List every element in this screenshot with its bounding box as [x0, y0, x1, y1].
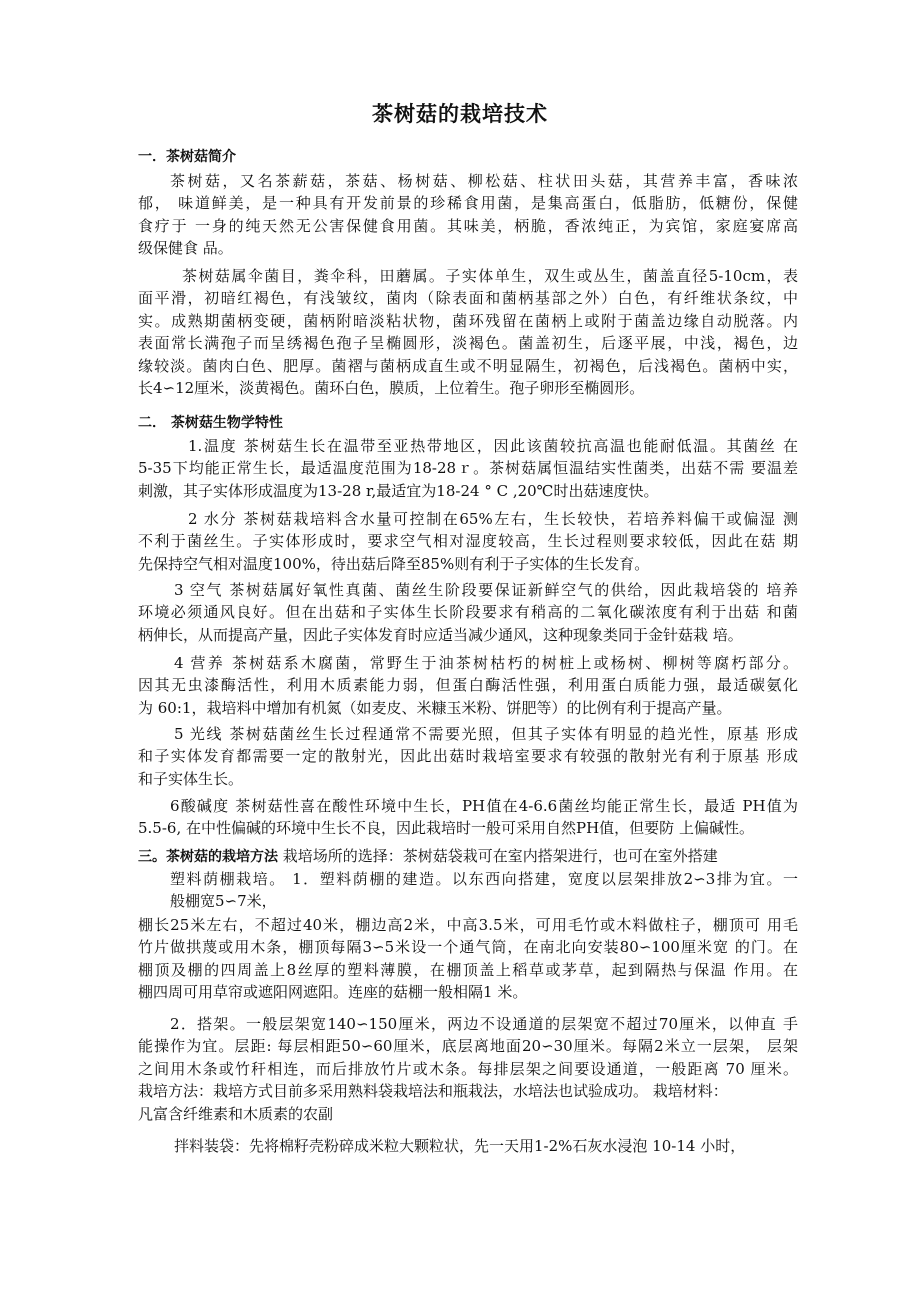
paragraph	[138, 170, 798, 260]
text-line: 凡富含纤维素和木质素的农副	[138, 1104, 334, 1123]
text-line: 面平滑，初暗红褐色，有浅皱纹，菌肉（除表面和菌柄基部之外）白色，有纤维状条纹，中	[138, 289, 798, 308]
document-title: 茶树菇的栽培技术	[372, 102, 548, 126]
text-line: 和子实体发育都需要一定的散射光，因此出菇时栽培室要求有较强的散射光有利于原基 形成	[138, 747, 798, 766]
text-line: 栽培场所的选择：茶树菇袋栽可在室内搭架进行，也可在室外搭建	[278, 847, 718, 865]
text-line: 1.温度 茶树菇生长在温带至亚热带地区，因此该菌较抗高温也能耐低温。其菌丝 在	[188, 437, 798, 455]
section-3	[138, 845, 798, 868]
paragraph	[138, 1135, 798, 1157]
text-line: 因其无虫漆酶活性，利用木质素能力弱，但蛋白酶活性强，利用蛋白质能力强，最适碳氨化	[138, 676, 798, 695]
paragraph	[138, 795, 798, 840]
text-line: 茶树菇，又名茶薪菇，茶菇、杨树菇、柳松菇、柱状田头菇，其营养丰富，香味浓	[170, 172, 798, 190]
text-line: 棚四周可用草帘或遮阳网遮阳。连座的菇棚一般相隔1 米。	[138, 983, 528, 1002]
text-line: 刺激，其子实体形成温度为13-28 r,最适宜为18-24 ° C ,20℃时出菇速度快。	[138, 481, 659, 500]
paragraph	[138, 723, 798, 790]
paragraph	[138, 914, 798, 1004]
text-line: 缘较淡。菌肉白色、肥厚。菌褶与菌柄成直生或不明显隔生，初褐色，后浅褐色。菌柄中实，	[138, 356, 798, 375]
text-line: 和子实体生长。	[138, 769, 244, 788]
text-line: 环境必须通风良好。但在出菇和子实体生长阶段要求有稍高的二氧化碳浓度有利于出菇 和菌	[138, 603, 798, 622]
text-line: 塑料荫棚栽培。 1．塑料荫棚的建造。以东西向搭建，宽度以层架排放2∽3排为宜。一	[170, 870, 798, 888]
text-line: 郁， 味道鲜美，是一种具有开发前景的珍稀食用菌，是集高蛋白，低脂肪，低糖份，保健	[138, 194, 798, 213]
text-line: 4 营养 茶树菇系木腐菌，常野生于油茶树枯朽的树桩上或杨树、柳树等腐朽部分。	[174, 654, 798, 672]
text-line: 为 60:1，栽培料中增加有机氮（如麦皮、米糠玉米粉、饼肥等）的比例有利于提高产量。	[138, 698, 732, 717]
text-line: 不利于菌丝生。子实体形成时，要求空气相对湿度较高，生长过程则要求较低，因此在菇 期	[138, 532, 798, 551]
paragraph	[138, 265, 798, 399]
text-line: 5 光线 茶树菇菌丝生长过程通常不需要光照，但其子实体有明显的趋光性，原基 形成	[174, 725, 798, 743]
text-line: 2．搭架。一般层架宽140∽150厘米，两边不设通道的层架宽不超过70厘米，以伸直 手	[170, 1015, 798, 1033]
paragraph	[138, 579, 798, 646]
text-line: 棚顶及棚的四周盖上8丝厚的塑料薄膜，在棚顶盖上稻草或茅草，起到隔热与保温 作用。在	[138, 960, 798, 979]
text-line: 先保持空气相对温度100%，待出菇后降至85%则有利于子实体的生长发育。	[138, 554, 650, 573]
section-heading: 二． 茶树菇生物学特性	[138, 415, 283, 431]
text-line: 之间用木条或竹秆相连，而后排放竹片或木条。每排层架之间要设通道，一般距离 70 厘米。	[138, 1059, 798, 1078]
text-line: 食疗于 一身的纯天然无公害保健食用菌。其味美，柄脆，香浓纯正，为宾馆，家庭宴席高	[138, 216, 798, 235]
text-line: 棚长25米左右，不超过40米，棚边高2米，中高3.5米，可用毛竹或木料做柱子，棚顶可 用毛	[138, 916, 798, 934]
text-line: 能操作为宜。层距: 每层相距50∽60厘米，底层离地面20∽30厘米。每隔2米立一层架， 层架	[138, 1037, 798, 1056]
text-line: 2 水分 茶树菇栽培料含水量可控制在65%左右，生长较快，若培养料偏干或偏湿 测	[188, 510, 798, 528]
paragraph	[138, 435, 798, 502]
text-line: 表面常长满孢子而呈绣褐色孢子呈椭圆形，淡褐色。菌盖初生，后逐平展，中浅，褐色，边	[138, 334, 798, 353]
text-line: 5.5-6, 在中性偏碱的环境中生长不良，因此栽培时一般可采用自然PH值，但要防 上偏碱性。	[138, 819, 754, 838]
text-line: 柄伸长，从而提高产量，因此子实体发育时应适当减少通风，这种现象类同于金针菇栽 培。	[138, 625, 743, 644]
text-line: 茶树菇属伞菌目，粪伞科，田蘑属。子实体单生，双生或丛生，菌盖直径5-10cm，表	[182, 267, 798, 285]
text-line: 3 空气 茶树菇属好氧性真菌、菌丝生阶段要保证新鲜空气的供给，因此栽培袋的 培养	[174, 581, 798, 599]
paragraph	[138, 868, 798, 913]
text-line: 拌料装袋：先将棉籽壳粉碎成米粒大颗粒状，先一天用1-2%石灰水浸泡 10-14 小时，	[174, 1137, 746, 1155]
text-line: 5-35下均能正常生长，最适温度范围为18-28ｒ。茶树菇属恒温结实性菌类，出菇不需 要温差	[138, 459, 798, 478]
text-line: 竹片做拱蔑或用木条，棚顶每隔3∽5米设一个通气筒，在南北向安装80∽100厘米宽 的门。在	[138, 938, 798, 957]
paragraph	[138, 508, 798, 575]
section-1	[138, 146, 798, 168]
paragraph	[138, 652, 798, 719]
paragraph	[138, 1013, 798, 1125]
text-line: 长4∽12厘米，淡黄褐色。菌环白色，膜质，上位着生。孢子卵形至椭圆形。	[138, 379, 645, 398]
text-line: 6酸碱度 茶树菇性喜在酸性环境中生长，PH值在4-6.6菌丝均能正常生长，最适 PH值为	[170, 797, 798, 815]
text-line: 级保健食 品。	[138, 239, 233, 258]
section-heading: 三。茶树菇的栽培方法	[138, 849, 278, 865]
text-line: 栽培方法：栽培方式目前多采用熟料袋栽培法和瓶栽法，水培法也试验成功。 栽培材料：	[138, 1082, 728, 1101]
section-2	[138, 412, 798, 434]
section-heading: 一．茶树菇简介	[138, 149, 236, 165]
text-line: 实。成熟期菌柄变硬，菌柄附暗淡粘状物，菌环残留在菌柄上或附于菌盖边缘自动脱落。内	[138, 311, 798, 330]
text-line: 般棚宽5∽7米，	[170, 892, 277, 911]
